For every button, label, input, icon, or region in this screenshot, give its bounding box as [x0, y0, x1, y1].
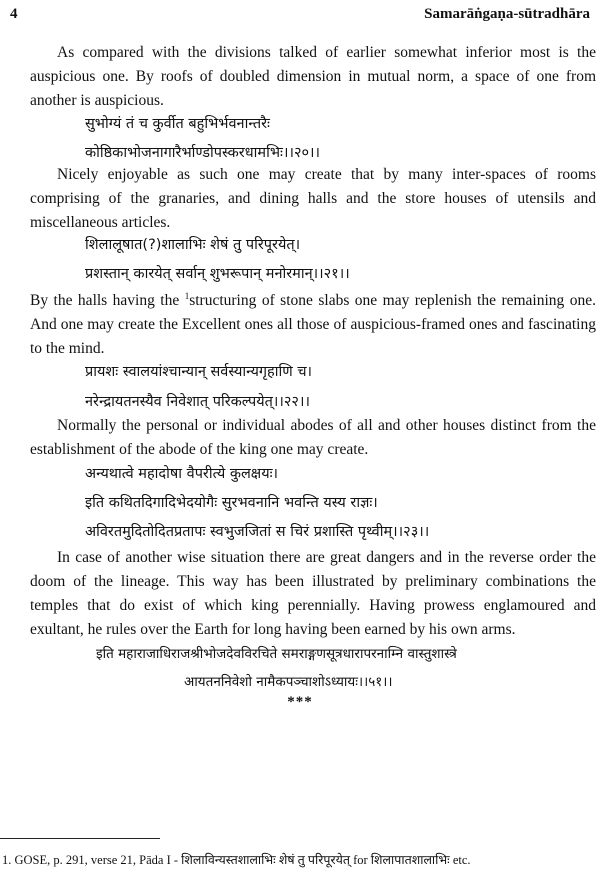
- page-header: [10, 6, 590, 26]
- paragraph-3-rest: structuring of stone slabs one may replenish the remaining one. And one may create the Excellent ones all those of auspicious-framed ones and fascinating to the mind.: [30, 292, 596, 357]
- translation-paragraph-3: [30, 289, 596, 361]
- footnote-rule: [0, 838, 160, 839]
- section-separator: ***: [287, 694, 313, 710]
- sanskrit-verse-line-7: अन्यथात्वे महादोषा वैपरीत्ये कुलक्षयः।: [85, 466, 279, 482]
- colophon-line-2: आयतननिवेशो नामैकपञ्चाशोऽध्यायः।।५१।।: [184, 674, 393, 690]
- sanskrit-verse-line-8: इति कथितदिगादिभेदयोगैः सुरभवनानि भवन्ति यस्य राज्ञः।: [85, 495, 378, 511]
- sanskrit-verse-line-2: कोष्ठिकाभोजनागारैर्भाण्डोपस्करधामभिः।।२०।।: [85, 145, 321, 161]
- footnote-marker: 1: [184, 290, 190, 301]
- colophon-line-1: इति महाराजाधिराजश्रीभोजदेवविरचिते समराङ्गणसूत्रधारापरनाम्नि वास्तुशास्त्रे: [96, 646, 457, 662]
- sanskrit-verse-line-1: सुभोग्यं तं च कुर्वीत बहुभिर्भवनान्तरैः: [85, 116, 270, 132]
- running-title: Samarāṅgaṇa-sūtradhāra: [424, 6, 590, 22]
- sanskrit-verse-line-9: अविरतमुदितोदितप्रतापः स्वभुजजितां स चिरं प्रशास्ति पृथ्वीम्।।२३।।: [85, 524, 430, 540]
- paragraph-3-lead: By the halls having the: [30, 292, 185, 309]
- page-number: 4: [10, 6, 18, 22]
- sanskrit-verse-line-4: प्रशस्तान् कारयेत् सर्वान् शुभरूपान् मनोरमान्।।२१।।: [85, 266, 350, 282]
- translation-paragraph-5: In case of another wise situation there are great dangers and in the reverse order the doom of the lineage. This way has been illustrated by preliminary combinations the temples that do exist of which king perennially. Having prowess englamoured and exultant, he rules over the Earth for long having been earned by his own arms.: [30, 549, 596, 638]
- translation-paragraph-2: Nicely enjoyable as such one may create that by many inter-spaces of rooms comprising of the granaries, and dining halls and the store houses of utensils and miscellaneous articles.: [30, 166, 596, 231]
- footnote: 1. GOSE, p. 291, verse 21, Pāda I - शिलाविन्यस्तशालाभिः शेषं तु परिपूरयेत् for शिलापातशालाभिः etc.: [2, 853, 471, 867]
- sanskrit-verse-line-6: नरेन्द्रायतनस्यैव निवेशात् परिकल्पयेत्।।२२।।: [85, 394, 310, 410]
- translation-paragraph-4: Normally the personal or individual abodes of all and other houses distinct from the establishment of the abode of the king one may create.: [30, 417, 596, 458]
- sanskrit-verse-line-5: प्रायशः स्वालयांश्चान्यान् सर्वस्यान्यगृहाणि च।: [85, 364, 313, 380]
- translation-paragraph-1: As compared with the divisions talked of earlier somewhat inferior most is the auspicious one. By roofs of doubled dimension in mutual norm, a space of one from another is auspicious.: [30, 44, 596, 109]
- sanskrit-verse-line-3: शिलालूषात(?)शालाभिः शेषं तु परिपूरयेत्।: [85, 237, 301, 253]
